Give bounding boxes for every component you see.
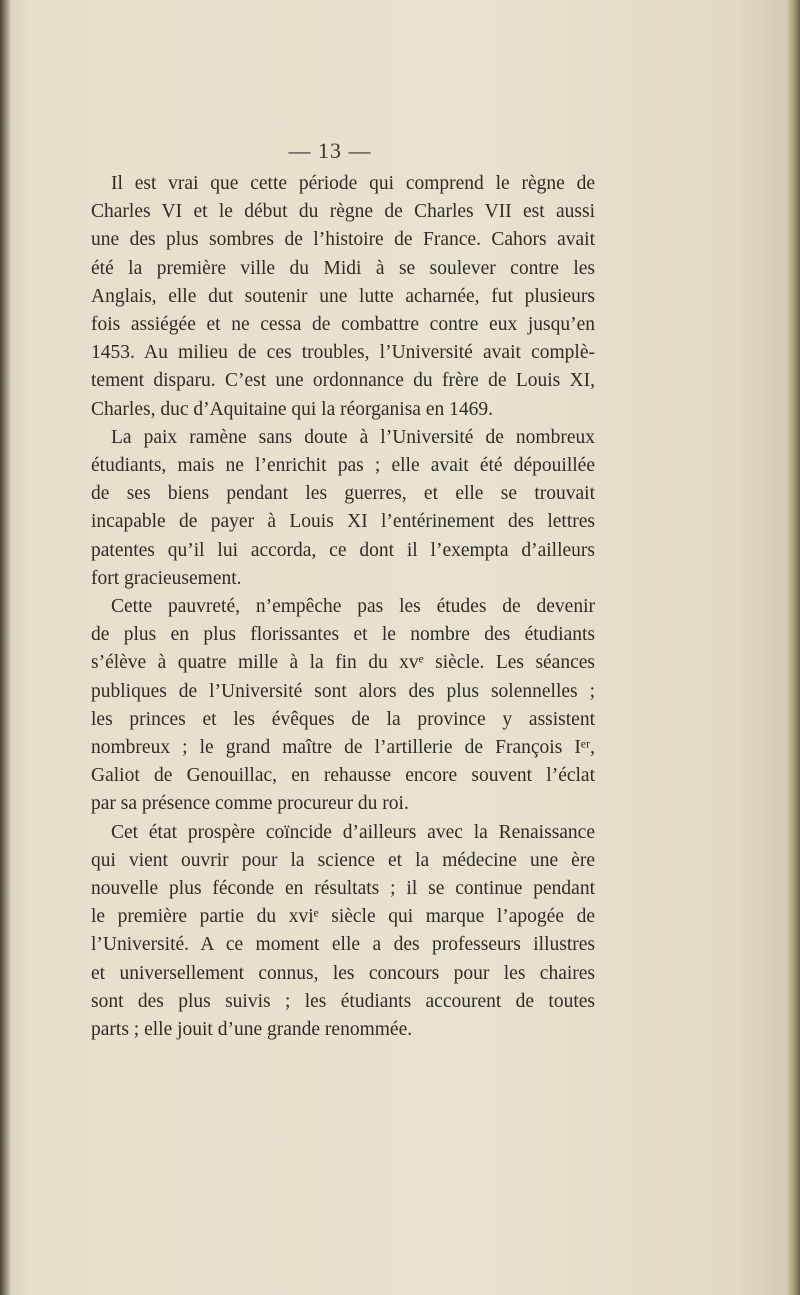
text-line: patentes qu’il lui accorda, ce dont il l’exempta d’ailleurs (91, 539, 595, 561)
text-line: été la première ville du Midi à se soulever contre les (91, 257, 595, 279)
text-line: Galiot de Genouillac, en rehausse encore souvent l’éclat (91, 765, 595, 787)
body-text (71, 170, 595, 1044)
text-line: de plus en plus florissantes et le nombre des étudiants (91, 624, 595, 646)
paragraph-1 (71, 170, 595, 424)
text-line: et universellement connus, les concours pour les chaires (91, 962, 595, 984)
text-line: La paix ramène sans doute à l’Université de nombreux (111, 426, 595, 448)
text-line: Charles VI et le début du règne de Charles VII est aussi (91, 201, 595, 223)
text-line: parts ; elle jouit d’une grande renommée. (91, 1019, 413, 1041)
text-line: Il est vrai que cette période qui comprend le règne de (111, 173, 595, 194)
text-line: nouvelle plus féconde en résultats ; il se continue pendant (91, 878, 595, 900)
text-line: fois assiégée et ne cessa de combattre contre eux jusqu’en (91, 314, 595, 336)
text-line: 1453. Au milieu de ces troubles, l’Université avait complè- (91, 342, 595, 364)
text-line: étudiants, mais ne l’enrichit pas ; elle avait été dépouillée (91, 455, 595, 477)
text-line: sont des plus suivis ; les étudiants accourent de toutes (91, 990, 595, 1012)
text-line: Charles, duc d’Aquitaine qui la réorganisa en 1469. (91, 398, 493, 420)
text-line: par sa présence comme procureur du roi. (91, 793, 409, 815)
text-line: une des plus sombres de l’histoire de France. Cahors avait (91, 229, 595, 251)
text-line: publiques de l’Université sont alors des plus solennelles ; (91, 680, 595, 702)
text-line: qui vient ouvrir pour la science et la médecine une ère (91, 849, 595, 871)
page-left-edge (0, 0, 10, 1295)
text-line: le première partie du xviᵉ siècle qui marque l’apogée de (91, 906, 595, 928)
text-line: nombreux ; le grand maître de l’artillerie de François Iᵉʳ, (91, 737, 595, 759)
text-line: l’Université. A ce moment elle a des professeurs illustres (91, 934, 595, 956)
text-line: Anglais, elle dut soutenir une lutte acharnée, fut plusieurs (91, 285, 595, 307)
paragraph-2 (71, 424, 595, 593)
text-line: de ses biens pendant les guerres, et elle se trouvait (91, 483, 595, 505)
text-line: Cette pauvreté, n’empêche pas les études de devenir (111, 596, 595, 618)
text-line: s’élève à quatre mille à la fin du xvᵉ siècle. Les séances (91, 652, 595, 674)
text-line: fort gracieusement. (91, 567, 242, 589)
text-line: les princes et les évêques de la province y assistent (91, 708, 595, 730)
text-line: incapable de payer à Louis XI l’entérinement des lettres (91, 511, 595, 533)
paragraph-4 (71, 819, 595, 1045)
text-line: Cet état prospère coïncide d’ailleurs avec la Renaissance (111, 821, 595, 843)
paragraph-3 (71, 593, 595, 819)
page-number: — 13 — (288, 138, 372, 163)
page-right-edge (788, 0, 800, 1295)
text-line: tement disparu. C’est une ordonnance du frère de Louis XI, (91, 370, 595, 392)
